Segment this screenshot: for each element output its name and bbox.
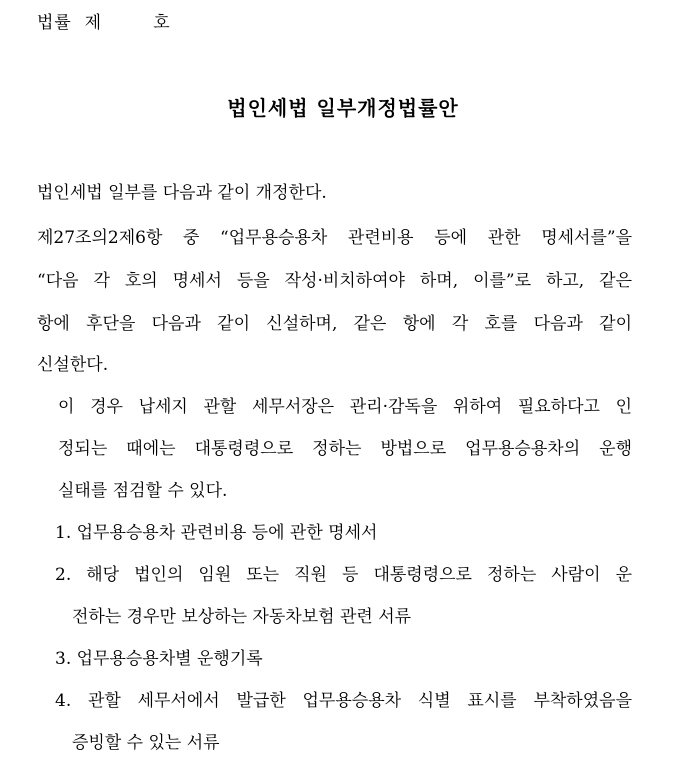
bill-number: 법률 제 호	[37, 13, 171, 33]
item-1: 1. 업무용승용차 관련비용 등에 관한 명세서	[55, 523, 378, 543]
intro-sentence: 법인세법 일부를 다음과 같이 개정한다.	[37, 183, 327, 203]
document-title: 법인세법 일부개정법률안	[227, 96, 459, 120]
inserted-line-3: 실태를 점검할 수 있다.	[58, 481, 228, 501]
inserted-line-2: 정되는 때에는 대통령령으로 정하는 방법으로 업무용승용차의 운행	[58, 439, 632, 459]
item-4-line-1: 4. 관할 세무서에서 발급한 업무용승용차 식별 표시를 부착하였음을	[55, 691, 632, 711]
amend-line-1: 제27조의2제6항 중 “업무용승용차 관련비용 등에 관한 명세서를”을	[37, 228, 632, 248]
amend-line-4: 신설한다.	[37, 355, 109, 375]
item-4-line-2: 증빙할 수 있는 서류	[72, 733, 220, 753]
item-3: 3. 업무용승용차별 운행기록	[55, 649, 263, 669]
item-2-line-2: 전하는 경우만 보상하는 자동차보험 관련 서류	[72, 607, 412, 627]
item-2-line-1: 2. 해당 법인의 임원 또는 직원 등 대통령령으로 정하는 사람이 운	[55, 565, 632, 585]
amend-line-3: 항에 후단을 다음과 같이 신설하며, 같은 항에 각 호를 다음과 같이	[37, 314, 632, 334]
amend-line-2: “다음 각 호의 명세서 등을 작성·비치하여야 하며, 이를”로 하고, 같은	[37, 271, 632, 291]
inserted-line-1: 이 경우 납세지 관할 세무서장은 관리·감독을 위하여 필요하다고 인	[58, 397, 632, 417]
